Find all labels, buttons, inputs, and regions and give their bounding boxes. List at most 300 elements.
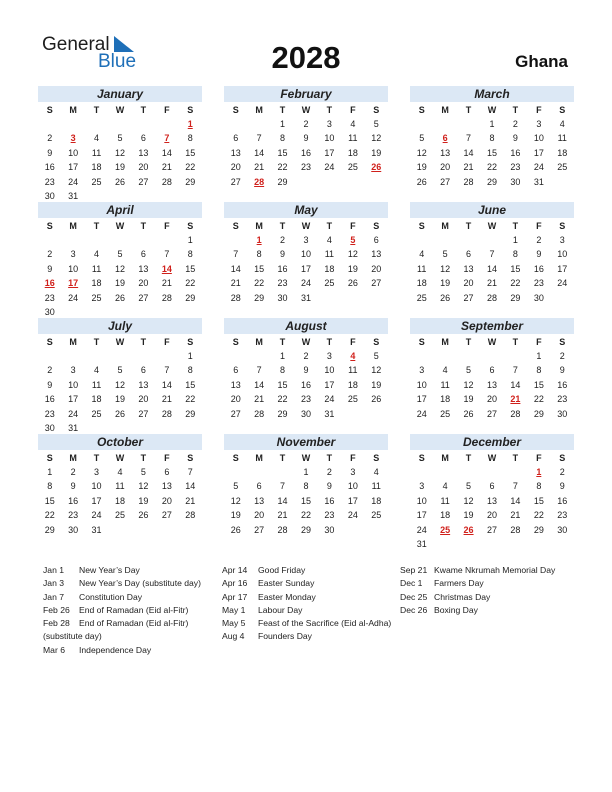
- day-cell: 6: [466, 249, 472, 260]
- day-cell: 25: [347, 162, 358, 173]
- holiday-entry: [43, 644, 213, 657]
- day-cell: 2: [303, 119, 309, 129]
- day-cell: 9: [47, 263, 53, 274]
- day-grid: [38, 117, 202, 203]
- day-empty: [433, 117, 456, 131]
- day-cell: 17: [300, 263, 311, 274]
- day-cell: 27: [230, 176, 241, 187]
- day-cell: 2: [47, 133, 53, 144]
- day-cell: 7: [466, 133, 472, 144]
- weekday-label: M: [255, 221, 263, 231]
- day-cell: 7: [256, 365, 262, 376]
- day-cell: 31: [324, 408, 335, 419]
- day-cell: 5: [117, 249, 123, 260]
- day-cell: 5: [140, 467, 146, 477]
- month-august: [224, 318, 388, 421]
- day-cell: 26: [114, 292, 125, 303]
- day-cell: 24: [416, 408, 427, 419]
- weekday-header: [38, 451, 202, 465]
- day-cell: 31: [91, 524, 102, 535]
- day-cell: 16: [68, 495, 79, 506]
- day-empty: [61, 233, 84, 247]
- day-cell: 1: [280, 351, 286, 361]
- weekday-label: M: [69, 105, 77, 115]
- weekday-label: F: [164, 105, 170, 115]
- day-cell: 21: [161, 162, 172, 173]
- day-cell: 6: [233, 365, 239, 376]
- day-cell: 11: [348, 365, 358, 376]
- holiday-entry: [222, 604, 397, 617]
- day-cell: 7: [256, 133, 262, 144]
- day-cell: 1: [489, 119, 495, 129]
- weekday-label: T: [512, 221, 519, 231]
- day-cell: 29: [185, 176, 196, 187]
- day-cell: 21: [161, 394, 172, 405]
- day-cell: 27: [486, 408, 497, 419]
- day-cell: 1: [47, 467, 53, 477]
- weekday-label: F: [536, 337, 542, 347]
- day-cell: 12: [114, 147, 125, 158]
- day-cell: 31: [416, 538, 427, 549]
- day-cell: 7: [164, 365, 170, 376]
- day-cell: 8: [187, 249, 193, 260]
- day-cell: 29: [533, 408, 544, 419]
- weekday-header: [38, 219, 202, 233]
- weekday-label: F: [350, 105, 356, 115]
- day-cell: 10: [68, 263, 79, 274]
- day-cell: 2: [70, 467, 76, 477]
- day-cell: 24: [416, 524, 427, 535]
- weekday-label: T: [465, 105, 472, 115]
- weekday-label: F: [536, 221, 542, 231]
- month-title: May: [224, 202, 388, 218]
- day-empty: [38, 233, 61, 247]
- day-cell: 5: [419, 133, 425, 144]
- day-cell: 23: [300, 162, 311, 173]
- day-cell: 17: [68, 162, 79, 173]
- weekday-label: S: [418, 453, 425, 463]
- day-cell: 2: [512, 119, 518, 129]
- day-cell: 27: [486, 524, 497, 535]
- weekday-label: W: [487, 105, 497, 115]
- day-cell: 27: [161, 510, 172, 521]
- day-empty: [155, 233, 178, 247]
- month-april: [38, 202, 202, 319]
- weekday-label: S: [232, 105, 239, 115]
- month-title: April: [38, 202, 202, 218]
- day-cell: 20: [486, 394, 497, 405]
- day-cell: 31: [68, 422, 79, 433]
- weekday-label: S: [559, 337, 566, 347]
- day-cell: 6: [233, 133, 239, 144]
- holiday-day: 1: [536, 467, 542, 477]
- holiday-date: Aug 4: [222, 631, 245, 642]
- day-cell: 15: [300, 495, 311, 506]
- holiday-date: Mar 6: [43, 644, 65, 655]
- day-cell: 16: [44, 162, 55, 173]
- day-cell: 27: [230, 408, 241, 419]
- holiday-day: 26: [371, 162, 382, 173]
- weekday-label: F: [164, 337, 170, 347]
- day-empty: [85, 349, 108, 363]
- day-cell: 25: [114, 510, 125, 521]
- day-cell: 25: [416, 292, 427, 303]
- weekday-label: W: [115, 105, 125, 115]
- day-cell: 12: [463, 495, 474, 506]
- day-cell: 30: [557, 408, 568, 419]
- day-cell: 5: [233, 481, 239, 492]
- day-cell: 3: [536, 119, 542, 129]
- day-empty: [433, 465, 456, 479]
- day-cell: 3: [419, 365, 425, 376]
- day-cell: 7: [187, 467, 193, 477]
- day-cell: 6: [140, 365, 146, 376]
- day-cell: 5: [466, 365, 472, 376]
- country-name: Ghana: [515, 52, 568, 71]
- holiday-day: 3: [70, 133, 76, 144]
- weekday-header: [224, 451, 388, 465]
- day-cell: 4: [442, 365, 448, 376]
- day-grid: [224, 465, 388, 537]
- day-cell: 29: [277, 408, 288, 419]
- day-cell: 4: [326, 235, 332, 245]
- holiday-date: Apr 17: [222, 591, 248, 602]
- day-cell: 16: [557, 495, 568, 506]
- weekday-label: T: [465, 453, 472, 463]
- day-cell: 8: [256, 249, 262, 260]
- holiday-name: Independence Day: [79, 644, 152, 655]
- day-cell: 10: [533, 133, 544, 144]
- day-cell: 20: [138, 162, 149, 173]
- day-cell: 18: [440, 510, 451, 521]
- day-cell: 3: [559, 235, 565, 245]
- day-cell: 21: [486, 278, 497, 289]
- day-cell: 7: [512, 481, 518, 492]
- holiday-day: 28: [254, 176, 265, 187]
- day-cell: 31: [533, 176, 544, 187]
- day-cell: 6: [140, 133, 146, 144]
- weekday-label: S: [418, 337, 425, 347]
- weekday-label: W: [301, 105, 311, 115]
- month-may: [224, 202, 388, 305]
- weekday-label: M: [69, 453, 77, 463]
- day-cell: 29: [185, 408, 196, 419]
- day-cell: 18: [324, 263, 335, 274]
- holiday-name: End of Ramadan (Eid al-Fitr): [79, 604, 189, 615]
- day-empty: [38, 117, 61, 131]
- day-cell: 21: [463, 162, 474, 173]
- day-cell: 17: [533, 147, 544, 158]
- day-cell: 20: [230, 394, 241, 405]
- holiday-name: Founders Day: [258, 631, 312, 642]
- day-empty: [108, 349, 131, 363]
- weekday-label: T: [279, 453, 286, 463]
- day-cell: 19: [230, 510, 241, 521]
- holiday-name: New Year’s Day: [79, 565, 140, 575]
- weekday-label: S: [418, 221, 425, 231]
- day-cell: 23: [44, 292, 55, 303]
- day-cell: 9: [559, 365, 565, 376]
- day-cell: 8: [303, 481, 309, 492]
- weekday-header: [38, 335, 202, 349]
- day-empty: [224, 465, 247, 479]
- day-cell: 12: [440, 263, 451, 274]
- day-empty: [410, 233, 433, 247]
- day-cell: 3: [419, 481, 425, 492]
- day-cell: 19: [463, 394, 474, 405]
- weekday-label: T: [140, 221, 147, 231]
- weekday-label: M: [441, 453, 449, 463]
- holiday-entry: [43, 591, 213, 604]
- day-cell: 5: [466, 481, 472, 492]
- day-cell: 26: [347, 278, 358, 289]
- holiday-day: 16: [44, 278, 55, 289]
- day-cell: 25: [91, 292, 102, 303]
- weekday-label: S: [373, 221, 380, 231]
- day-cell: 2: [47, 249, 53, 260]
- day-cell: 8: [187, 365, 193, 376]
- day-empty: [457, 349, 480, 363]
- day-cell: 13: [254, 495, 265, 506]
- day-cell: 8: [512, 249, 518, 260]
- weekday-label: M: [255, 105, 263, 115]
- weekday-label: T: [326, 105, 333, 115]
- weekday-label: T: [326, 221, 333, 231]
- day-empty: [85, 233, 108, 247]
- day-cell: 22: [185, 278, 196, 289]
- day-grid: [410, 233, 574, 305]
- holiday-entry: [400, 564, 580, 577]
- holiday-date: Dec 25: [400, 591, 428, 602]
- day-cell: 29: [300, 524, 311, 535]
- day-cell: 10: [68, 379, 79, 390]
- day-cell: 5: [442, 249, 448, 260]
- weekday-label: W: [115, 221, 125, 231]
- day-empty: [410, 117, 433, 131]
- day-cell: 19: [114, 162, 125, 173]
- day-empty: [108, 233, 131, 247]
- holiday-name: End of Ramadan (Eid al-Fitr): [79, 618, 189, 629]
- day-cell: 20: [371, 263, 382, 274]
- day-cell: 9: [559, 481, 565, 492]
- day-cell: 9: [512, 133, 518, 144]
- day-cell: 21: [185, 495, 196, 506]
- day-empty: [247, 465, 270, 479]
- day-cell: 17: [68, 394, 79, 405]
- weekday-label: F: [536, 453, 542, 463]
- holiday-date: Feb 26: [43, 604, 70, 615]
- holiday-date: May 5: [222, 618, 246, 629]
- calendar-year: 2028: [271, 40, 341, 75]
- day-cell: 12: [371, 133, 382, 144]
- holiday-date: Sep 21: [400, 565, 428, 575]
- day-cell: 28: [161, 408, 172, 419]
- day-cell: 28: [277, 524, 288, 535]
- day-cell: 29: [277, 176, 288, 187]
- month-title: October: [38, 434, 202, 450]
- day-cell: 11: [91, 379, 102, 390]
- day-grid: [224, 233, 388, 305]
- weekday-label: S: [373, 453, 380, 463]
- day-cell: 4: [419, 249, 425, 260]
- day-cell: 20: [254, 510, 265, 521]
- day-cell: 15: [185, 147, 196, 158]
- day-grid: [410, 117, 574, 189]
- holiday-entry: [222, 564, 397, 577]
- weekday-header: [410, 451, 574, 465]
- weekday-label: T: [326, 453, 333, 463]
- day-cell: 19: [463, 510, 474, 521]
- day-cell: 1: [512, 235, 518, 245]
- day-cell: 27: [254, 524, 265, 535]
- weekday-label: S: [232, 221, 239, 231]
- day-cell: 21: [254, 162, 265, 173]
- day-cell: 22: [185, 162, 196, 173]
- month-june: [410, 202, 574, 305]
- day-cell: 30: [324, 524, 335, 535]
- holiday-day: 21: [510, 394, 521, 405]
- day-empty: [504, 349, 527, 363]
- day-cell: 11: [115, 481, 125, 492]
- day-cell: 30: [510, 176, 521, 187]
- day-cell: 13: [371, 249, 382, 260]
- day-cell: 21: [510, 510, 521, 521]
- day-grid: [224, 117, 388, 189]
- day-cell: 23: [510, 162, 521, 173]
- day-cell: 20: [230, 162, 241, 173]
- day-cell: 22: [300, 510, 311, 521]
- day-cell: 8: [536, 365, 542, 376]
- month-title: September: [410, 318, 574, 334]
- holiday-day: 26: [463, 524, 474, 535]
- weekday-label: T: [465, 221, 472, 231]
- day-cell: 12: [114, 263, 125, 274]
- day-cell: 22: [44, 510, 55, 521]
- day-cell: 24: [68, 408, 79, 419]
- day-cell: 8: [536, 481, 542, 492]
- day-empty: [155, 117, 178, 131]
- day-cell: 18: [114, 495, 125, 506]
- day-cell: 20: [138, 278, 149, 289]
- day-cell: 20: [161, 495, 172, 506]
- holiday-day: 7: [164, 133, 170, 144]
- day-grid: [224, 349, 388, 421]
- weekday-label: M: [441, 221, 449, 231]
- weekday-label: F: [536, 105, 542, 115]
- day-cell: 6: [373, 235, 379, 245]
- day-cell: 14: [161, 147, 172, 158]
- day-cell: 5: [117, 365, 123, 376]
- day-cell: 12: [463, 379, 474, 390]
- day-cell: 17: [91, 495, 102, 506]
- day-cell: 18: [91, 394, 102, 405]
- day-cell: 14: [254, 379, 265, 390]
- day-cell: 11: [371, 481, 381, 492]
- day-cell: 2: [559, 467, 565, 477]
- day-cell: 27: [138, 292, 149, 303]
- month-january: [38, 86, 202, 203]
- day-cell: 15: [533, 379, 544, 390]
- day-cell: 10: [324, 133, 335, 144]
- day-cell: 28: [463, 176, 474, 187]
- day-cell: 22: [254, 278, 265, 289]
- day-cell: 10: [68, 147, 79, 158]
- day-empty: [457, 117, 480, 131]
- weekday-label: M: [255, 337, 263, 347]
- day-cell: 15: [510, 263, 521, 274]
- day-empty: [433, 233, 456, 247]
- weekday-label: F: [164, 221, 170, 231]
- day-cell: 25: [371, 510, 382, 521]
- day-cell: 22: [533, 394, 544, 405]
- day-cell: 24: [68, 176, 79, 187]
- day-cell: 23: [277, 278, 288, 289]
- weekday-header: [224, 219, 388, 233]
- day-grid: [410, 465, 574, 551]
- day-cell: 13: [463, 263, 474, 274]
- day-empty: [224, 233, 247, 247]
- weekday-label: T: [93, 221, 100, 231]
- day-cell: 13: [486, 495, 497, 506]
- weekday-label: T: [512, 453, 519, 463]
- day-cell: 10: [416, 495, 427, 506]
- weekday-label: M: [69, 337, 77, 347]
- day-cell: 3: [70, 249, 76, 260]
- weekday-label: S: [187, 337, 194, 347]
- day-cell: 3: [350, 467, 356, 477]
- holiday-date: Jan 7: [43, 591, 65, 602]
- day-cell: 7: [489, 249, 495, 260]
- day-cell: 17: [416, 394, 427, 405]
- day-cell: 4: [94, 133, 100, 144]
- day-cell: 8: [489, 133, 495, 144]
- month-september: [410, 318, 574, 421]
- day-cell: 12: [114, 379, 125, 390]
- day-empty: [224, 349, 247, 363]
- day-cell: 26: [463, 408, 474, 419]
- day-cell: 4: [442, 481, 448, 492]
- day-cell: 5: [117, 133, 123, 144]
- day-cell: 23: [68, 510, 79, 521]
- day-cell: 25: [347, 394, 358, 405]
- day-cell: 27: [138, 176, 149, 187]
- day-cell: 26: [114, 176, 125, 187]
- day-cell: 4: [559, 119, 565, 129]
- day-cell: 16: [324, 495, 335, 506]
- weekday-label: W: [301, 453, 311, 463]
- weekday-label: F: [350, 453, 356, 463]
- day-cell: 14: [254, 147, 265, 158]
- day-cell: 4: [94, 365, 100, 376]
- day-cell: 13: [138, 379, 149, 390]
- month-march: [410, 86, 574, 189]
- weekday-header: [38, 103, 202, 117]
- day-cell: 9: [326, 481, 332, 492]
- day-cell: 1: [280, 119, 286, 129]
- day-cell: 1: [187, 235, 193, 245]
- day-cell: 9: [303, 133, 309, 144]
- weekday-label: T: [140, 453, 147, 463]
- day-empty: [247, 117, 270, 131]
- weekday-label: T: [93, 453, 100, 463]
- day-cell: 14: [161, 379, 172, 390]
- day-cell: 21: [254, 394, 265, 405]
- day-cell: 19: [416, 162, 427, 173]
- day-cell: 27: [138, 408, 149, 419]
- day-cell: 6: [256, 481, 262, 492]
- day-cell: 22: [533, 510, 544, 521]
- day-cell: 21: [230, 278, 241, 289]
